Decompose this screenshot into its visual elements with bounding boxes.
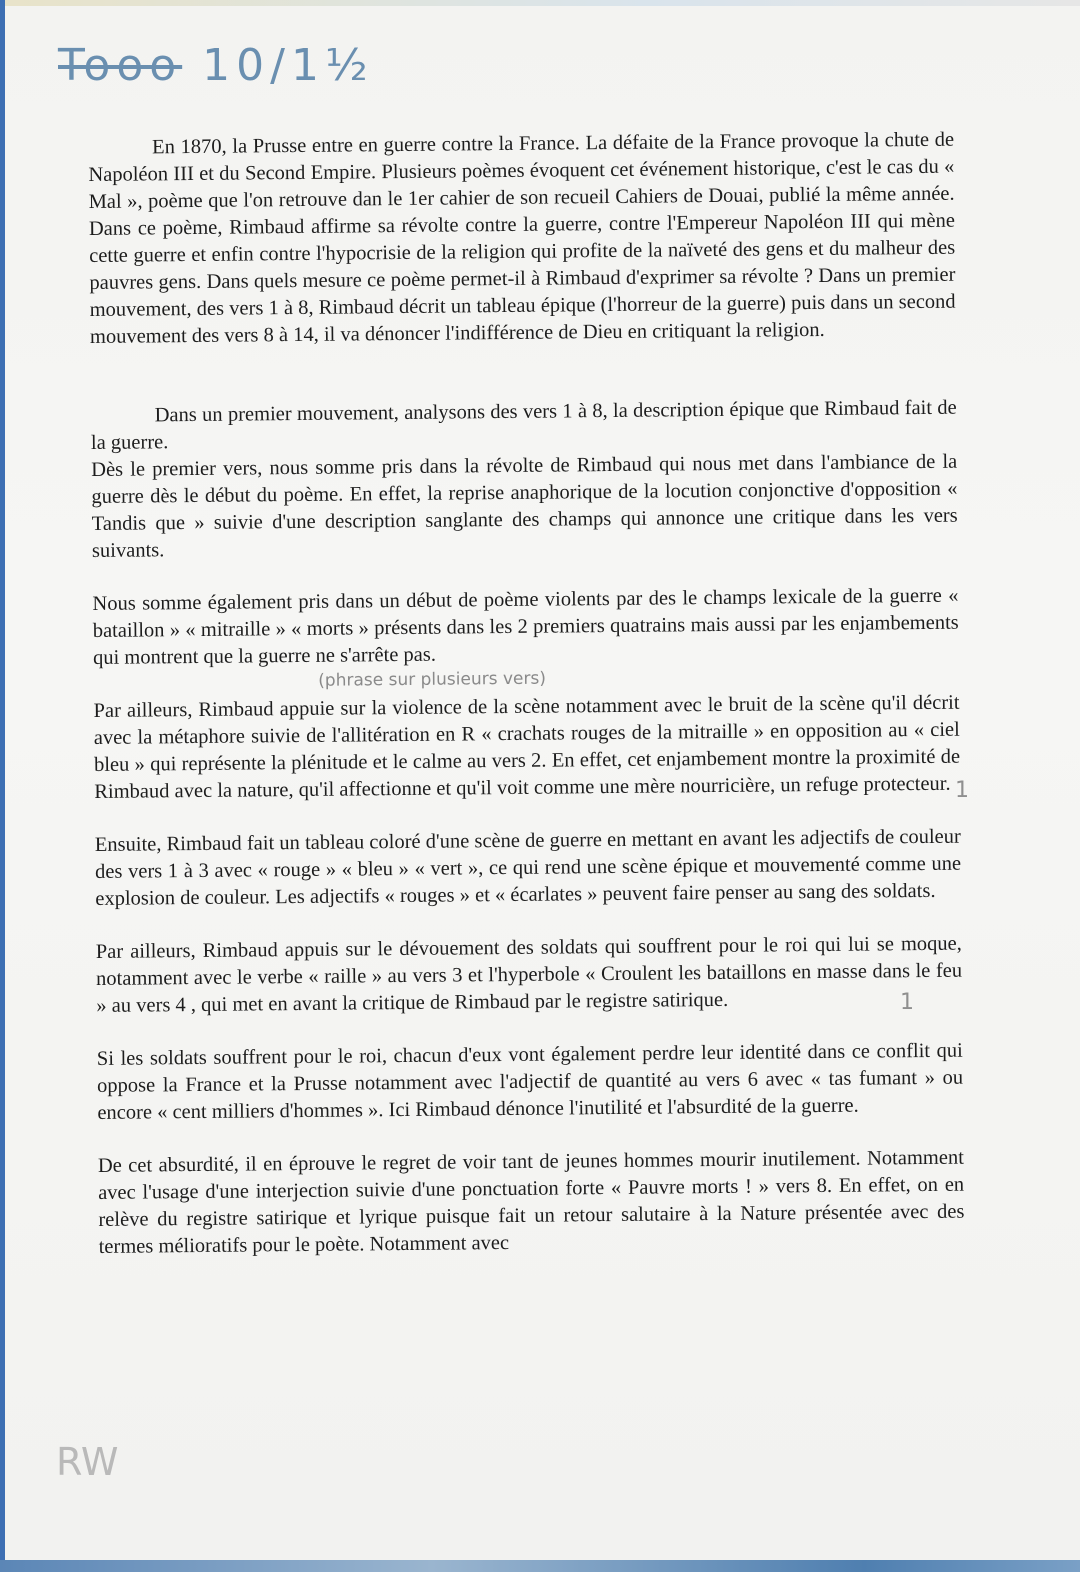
margin-score-2: 1 [900, 990, 914, 1015]
grade-fraction: 10/1½ [202, 40, 374, 91]
paper-bottom-edge [0, 1560, 1080, 1572]
margin-score-1: 1 [955, 778, 969, 803]
handwritten-phrase-note: (phrase sur plusieurs vers) [318, 668, 547, 691]
paper-top-edge [0, 0, 1080, 6]
movement-heading-paragraph: Dans un premier mouvement, analysons des vers 1 à 8, la description épique que Rimbaud fait de la guerre. [90, 396, 957, 454]
paper-left-edge [0, 0, 5, 1572]
handwritten-initials: RW [56, 1440, 119, 1484]
body-paragraph-1: Dès le premier vers, nous somme pris dans la révolte de Rimbaud qui nous met dans l'ambiance de la guerre dès le début du poème. En effet, la reprise anaphorique de la locution conjonctive d'opposition « Tandis que » suivie d'une description sanglante des champs qui annonce une critique dans les vers suivants. [91, 450, 958, 562]
handwritten-grade-mark [58, 40, 374, 91]
body-paragraph-7: De cet absurdité, il en éprouve le regret de voir tant de jeunes hommes mourir inutilement. Notamment avec l'usage d'une interjection suivie d'une ponctuation forte « Pauvre morts ! » vers 8. En effet, on en relève du registre satirique et lyrique puisque fait un retour salutaire à la Nature présentée avec des termes mélioratifs pour le poète. Notamment avec [97, 1146, 965, 1258]
body-paragraph-5: Par ailleurs, Rimbaud appuis sur le dévouement des soldats qui souffrent pour le roi qui lui se moque, notamment avec le verbe « raille » au vers 3 et l'hyperbole « Croulent les bataillons en masse dans le feu » au vers 4 , qui met en avant la critique de Rimbaud par le registre satirique. [95, 932, 963, 1017]
struck-annotation: Tooo [58, 40, 183, 91]
intro-paragraph: En 1870, la Prusse entre en guerre contre la France. La défaite de la France provoque la chute de Napoléon III et du Second Empire. Plusieurs poèmes évoquent cet événement historique, c'est le cas du « Mal », poème que l'on retrouve dan le 1er cahier de son recueil Cahiers de Douai, publié la même année. Dans ce poème, Rimbaud affirme sa révolte contre la guerre, contre l'Empereur Napoléon III qui mène cette guerre et enfin contre l'hypocrisie de la religion qui profite de la naïveté des gens et du malheur des pauvres gens. Dans quels mesure ce poème permet-il à Rimbaud d'exprimer sa révolte ? Dans un premier mouvement, des vers 1 à 8, Rimbaud décrit un tableau épique (l'horreur de la guerre) puis dans un second mouvement des vers 8 à 14, il va dénoncer l'indifférence de Dieu en critiquant la religion. [88, 128, 956, 348]
body-paragraph-3: Par ailleurs, Rimbaud appuie sur la violence de la scène notamment avec le bruit de la scène qu'il décrit avec la métaphore suivie de l'allitération en R « crachats rouges de la mitraille » en opposition au « ciel bleu » qui représente la plénitude et le calme au vers 2. En effet, cet enjambement montre la proximité de Rimbaud avec la nature, qu'il affectionne et qu'il voit comme une mère nourricière, un refuge protecteur. [93, 691, 961, 803]
body-paragraph-4: Ensuite, Rimbaud fait un tableau coloré d'une scène de guerre en mettant en avant les adjectifs de couleur des vers 1 à 3 avec « rouge » « bleu » « vert », ce qui rend une scène épique et mouvementé comme une explosion de couleur. Les adjectifs « rouges » et « écarlates » peuvent faire penser au sang des soldats. [94, 825, 962, 910]
body-paragraph-6: Si les soldats souffrent pour le roi, chacun d'eux vont également perdre leur identité dans ce conflit qui oppose la France et la Prusse notamment avec l'adjectif de quantité au vers 6 avec « tas fumant » ou encore « cent milliers d'hommes ». Ici Rimbaud dénonce l'inutilité et l'absurdité de la guerre. [96, 1039, 964, 1124]
essay-body [88, 127, 965, 1261]
body-paragraph-2: Nous somme également pris dans un début de poème violents par des le champs lexicale de la guerre « bataillon » « mitraille » « morts » présents dans les 2 premiers quatrains mais aussi par les enjambements qui montrent que la guerre ne s'arrête pas. [92, 584, 959, 669]
